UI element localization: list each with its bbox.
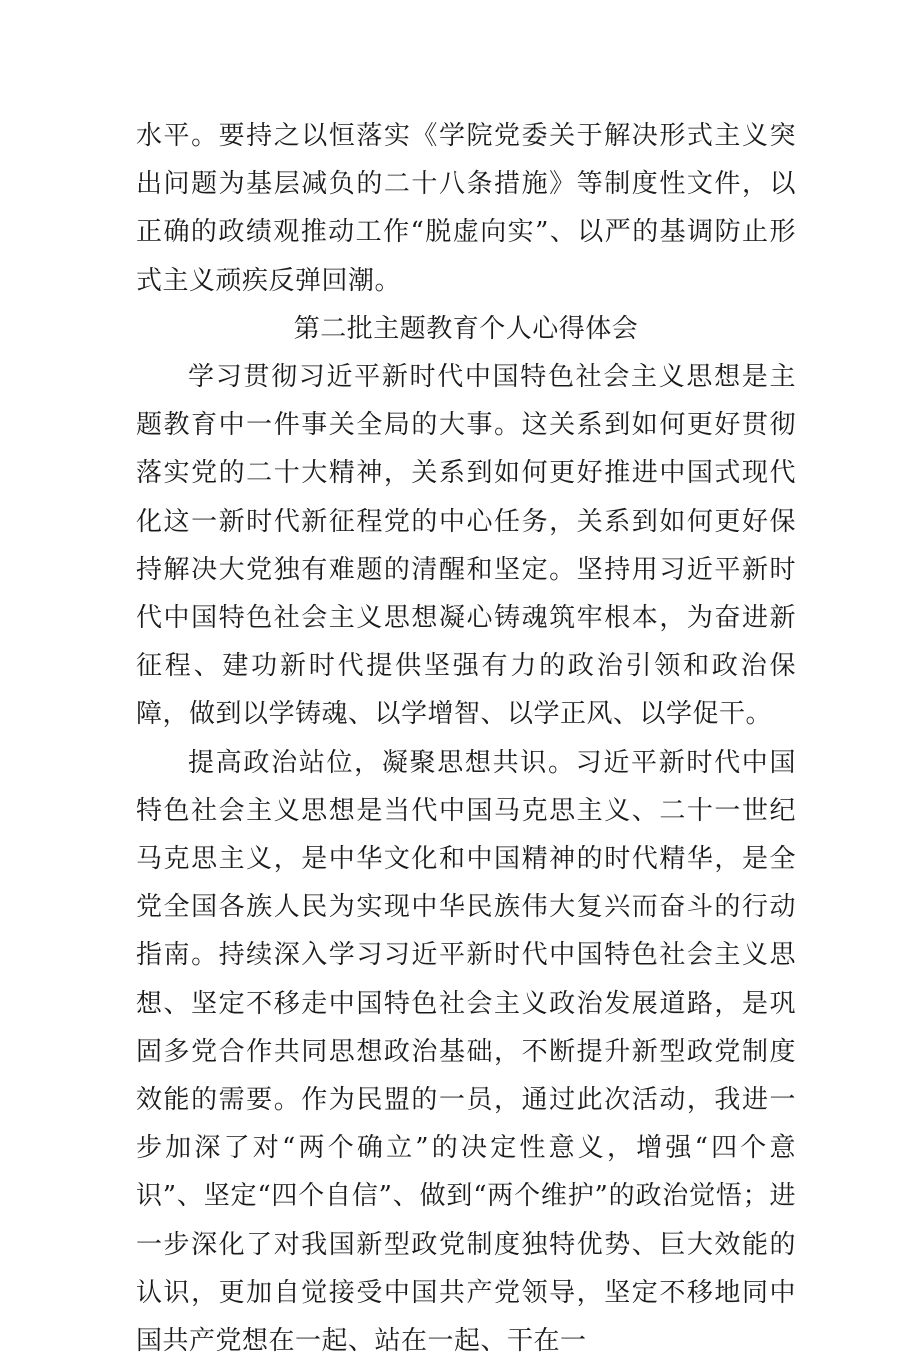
paragraph-political-stance: 提高政治站位，凝聚思想共识。习近平新时代中国特色社会主义思想是当代中国马克思主义、二十一世纪马克思主义，是中华文化和中国精神的时代精华，是全党全国各族人民为实现中华民族伟大复兴而奋斗的行动指南。持续深入学习习近平新时代中国特色社会主义思想、坚定不移走中国特色社会主义政治发展道路，是巩固多党合作共同思想政治基础，不断提升新型政党制度效能的需要。作为民盟的一员，通过此次活动，我进一步加深了对“两个确立”的决定性意义，增强“四个意识”、坚定“四个自信”、做到“两个维护”的政治觉悟；进一步深化了对我国新型政党制度独特优势、巨大效能的认识，更加自觉接受中国共产党领导，坚定不移地同中国共产党想在一起、站在一起、干在一 [136,747,796,1357]
document-body [136,112,796,1365]
section-heading: 第二批主题教育个人心得体会 [293,313,639,344]
paragraph-continuation: 水平。要持之以恒落实《学院党委关于解决形式主义突出问题为基层减负的二十八条措施》等制度性文件，以正确的政绩观推动工作“脱虚向实”、以严的基调防止形式主义顽疾反弹回潮。 [136,121,796,296]
paragraph-intro: 学习贯彻习近平新时代中国特色社会主义思想是主题教育中一件事关全局的大事。这关系到如何更好贯彻落实党的二十大精神，关系到如何更好推进中国式现代化这一新时代新征程党的中心任务，关系到如何更好保持解决大党独有难题的清醒和坚定。坚持用习近平新时代中国特色社会主义思想凝心铸魂筑牢根本，为奋进新征程、建功新时代提供坚强有力的政治引领和政治保障，做到以学铸魂、以学增智、以学正风、以学促干。 [136,362,796,730]
